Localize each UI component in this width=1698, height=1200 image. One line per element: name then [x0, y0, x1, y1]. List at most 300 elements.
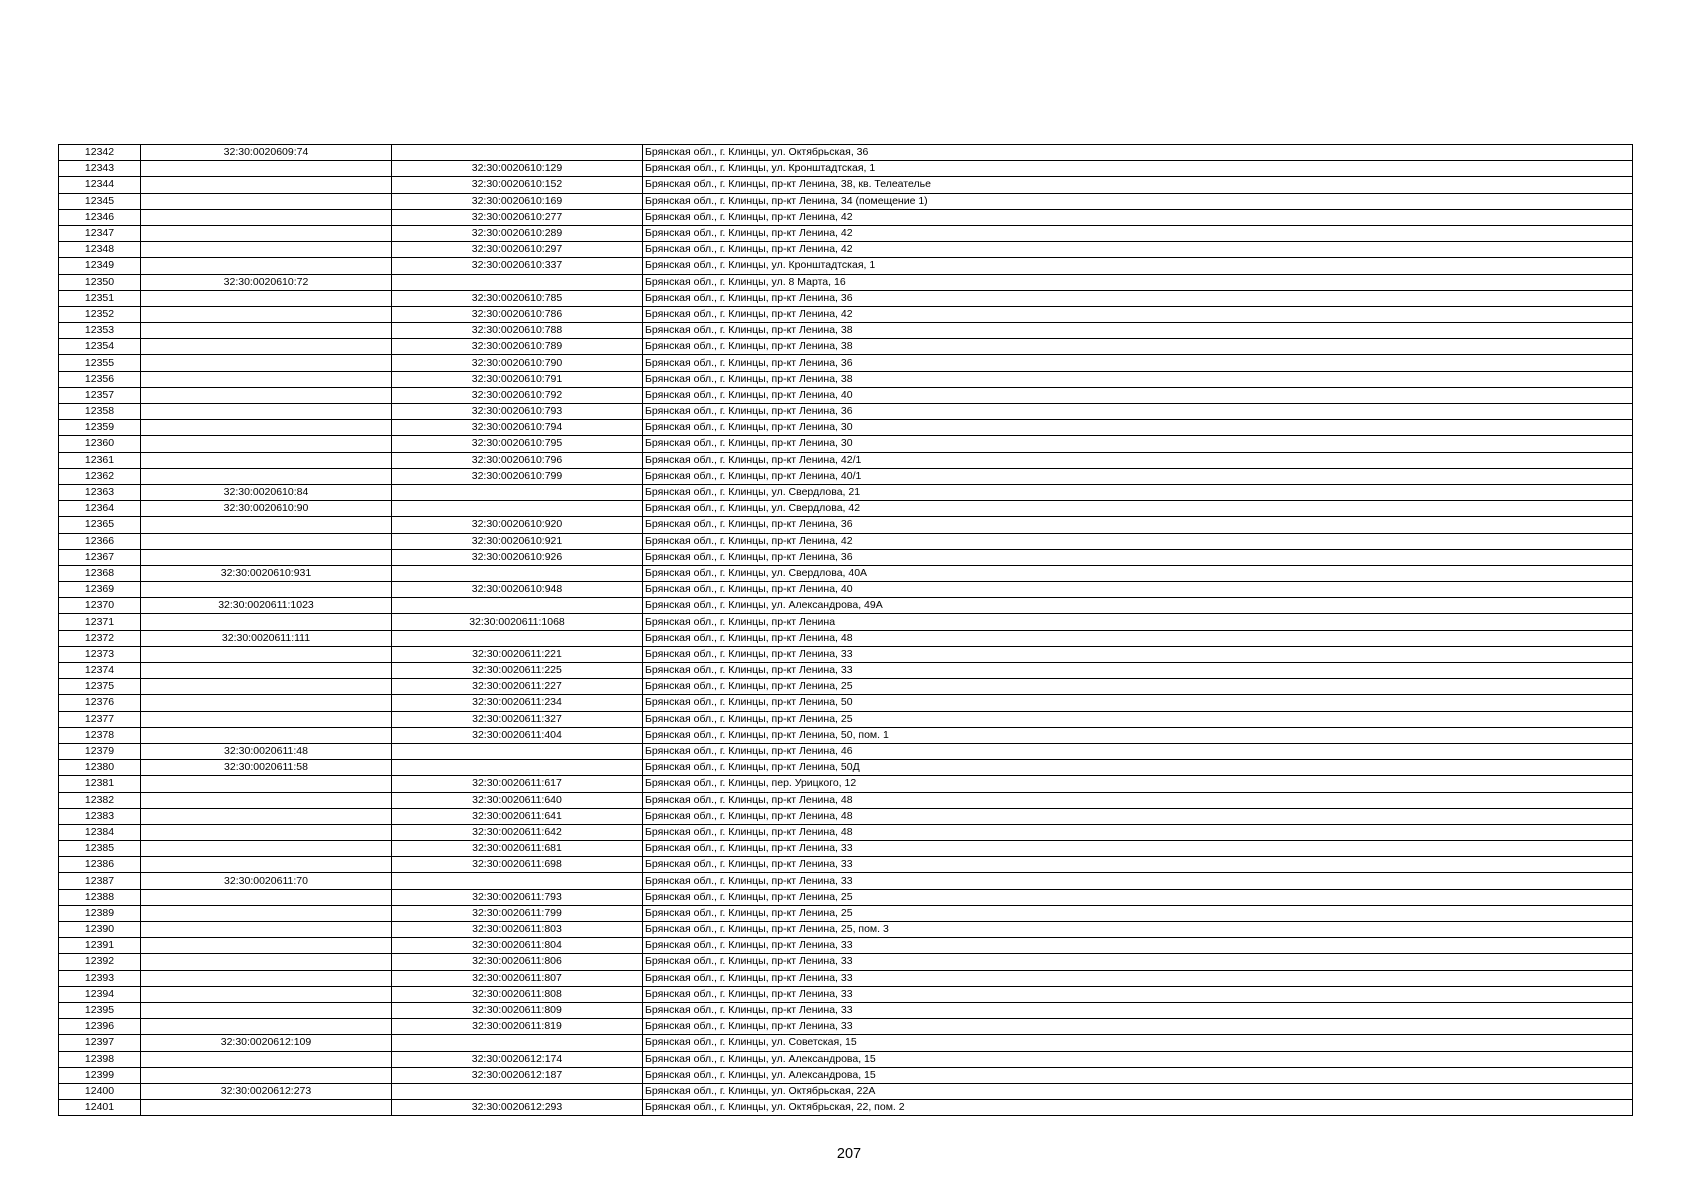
address-cell: Брянская обл., г. Клинцы, пр-кт Ленина, 48 — [643, 630, 1633, 646]
table-row — [59, 258, 1633, 274]
address-cell: Брянская обл., г. Клинцы, ул. Советская, 15 — [643, 1035, 1633, 1051]
building-cadastral-number-cell: 32:30:0020610:786 — [392, 306, 643, 322]
building-cadastral-number-cell — [392, 760, 643, 776]
address-cell: Брянская обл., г. Клинцы, пр-кт Ленина, 34 (помещение 1) — [643, 193, 1633, 209]
land-cadastral-number-cell — [141, 727, 392, 743]
address-cell: Брянская обл., г. Клинцы, пр-кт Ленина, 33 — [643, 1019, 1633, 1035]
building-cadastral-number-cell: 32:30:0020610:337 — [392, 258, 643, 274]
address-cell: Брянская обл., г. Клинцы, пр-кт Ленина, 33 — [643, 841, 1633, 857]
table-row — [59, 452, 1633, 468]
table-row — [59, 938, 1633, 954]
table-row — [59, 501, 1633, 517]
table-row — [59, 792, 1633, 808]
building-cadastral-number-cell: 32:30:0020610:129 — [392, 161, 643, 177]
land-cadastral-number-cell: 32:30:0020611:1023 — [141, 598, 392, 614]
building-cadastral-number-cell: 32:30:0020611:804 — [392, 938, 643, 954]
address-cell: Брянская обл., г. Клинцы, пр-кт Ленина, 25, пом. 3 — [643, 922, 1633, 938]
row-number-cell: 12360 — [59, 436, 141, 452]
address-cell: Брянская обл., г. Клинцы, пер. Урицкого, 12 — [643, 776, 1633, 792]
row-number-cell: 12380 — [59, 760, 141, 776]
land-cadastral-number-cell — [141, 323, 392, 339]
address-cell: Брянская обл., г. Клинцы, пр-кт Ленина, 46 — [643, 743, 1633, 759]
building-cadastral-number-cell: 32:30:0020610:297 — [392, 242, 643, 258]
table-row — [59, 1083, 1633, 1099]
table-row — [59, 549, 1633, 565]
land-cadastral-number-cell — [141, 663, 392, 679]
building-cadastral-number-cell: 32:30:0020610:795 — [392, 436, 643, 452]
land-cadastral-number-cell: 32:30:0020611:58 — [141, 760, 392, 776]
building-cadastral-number-cell: 32:30:0020610:152 — [392, 177, 643, 193]
table-row — [59, 760, 1633, 776]
address-cell: Брянская обл., г. Клинцы, ул. Свердлова, 40А — [643, 565, 1633, 581]
table-row — [59, 193, 1633, 209]
table-row — [59, 889, 1633, 905]
land-cadastral-number-cell — [141, 355, 392, 371]
building-cadastral-number-cell: 32:30:0020610:799 — [392, 468, 643, 484]
building-cadastral-number-cell: 32:30:0020611:640 — [392, 792, 643, 808]
building-cadastral-number-cell: 32:30:0020611:799 — [392, 905, 643, 921]
row-number-cell: 12362 — [59, 468, 141, 484]
table-row — [59, 743, 1633, 759]
address-cell: Брянская обл., г. Клинцы, пр-кт Ленина, 38 — [643, 323, 1633, 339]
land-cadastral-number-cell — [141, 161, 392, 177]
address-cell: Брянская обл., г. Клинцы, пр-кт Ленина, 36 — [643, 355, 1633, 371]
address-cell: Брянская обл., г. Клинцы, пр-кт Ленина, 40 — [643, 387, 1633, 403]
land-cadastral-number-cell: 32:30:0020610:90 — [141, 501, 392, 517]
row-number-cell: 12399 — [59, 1067, 141, 1083]
table-row — [59, 727, 1633, 743]
row-number-cell: 12356 — [59, 371, 141, 387]
table-row — [59, 468, 1633, 484]
building-cadastral-number-cell: 32:30:0020611:698 — [392, 857, 643, 873]
address-cell: Брянская обл., г. Клинцы, ул. Александрова, 15 — [643, 1067, 1633, 1083]
address-cell: Брянская обл., г. Клинцы, пр-кт Ленина, 36 — [643, 290, 1633, 306]
row-number-cell: 12372 — [59, 630, 141, 646]
land-cadastral-number-cell — [141, 970, 392, 986]
land-cadastral-number-cell — [141, 177, 392, 193]
building-cadastral-number-cell: 32:30:0020610:921 — [392, 533, 643, 549]
row-number-cell: 12385 — [59, 841, 141, 857]
table-row — [59, 824, 1633, 840]
row-number-cell: 12367 — [59, 549, 141, 565]
table-row — [59, 177, 1633, 193]
table-row — [59, 873, 1633, 889]
address-cell: Брянская обл., г. Клинцы, пр-кт Ленина, 33 — [643, 1002, 1633, 1018]
address-cell: Брянская обл., г. Клинцы, пр-кт Ленина, 42 — [643, 306, 1633, 322]
building-cadastral-number-cell: 32:30:0020610:796 — [392, 452, 643, 468]
building-cadastral-number-cell: 32:30:0020610:792 — [392, 387, 643, 403]
land-cadastral-number-cell — [141, 857, 392, 873]
land-cadastral-number-cell — [141, 517, 392, 533]
building-cadastral-number-cell: 32:30:0020610:785 — [392, 290, 643, 306]
row-number-cell: 12388 — [59, 889, 141, 905]
land-cadastral-number-cell — [141, 258, 392, 274]
building-cadastral-number-cell: 32:30:0020611:793 — [392, 889, 643, 905]
building-cadastral-number-cell — [392, 598, 643, 614]
land-cadastral-number-cell — [141, 646, 392, 662]
row-number-cell: 12370 — [59, 598, 141, 614]
building-cadastral-number-cell — [392, 484, 643, 500]
land-cadastral-number-cell — [141, 339, 392, 355]
building-cadastral-number-cell: 32:30:0020611:803 — [392, 922, 643, 938]
table-row — [59, 484, 1633, 500]
building-cadastral-number-cell: 32:30:0020610:169 — [392, 193, 643, 209]
row-number-cell: 12383 — [59, 808, 141, 824]
table-row — [59, 242, 1633, 258]
land-cadastral-number-cell — [141, 420, 392, 436]
building-cadastral-number-cell — [392, 630, 643, 646]
row-number-cell: 12353 — [59, 323, 141, 339]
address-cell: Брянская обл., г. Клинцы, пр-кт Ленина, 36 — [643, 517, 1633, 533]
table-row — [59, 436, 1633, 452]
land-cadastral-number-cell — [141, 776, 392, 792]
land-cadastral-number-cell — [141, 695, 392, 711]
address-cell: Брянская обл., г. Клинцы, ул. Кронштадтская, 1 — [643, 258, 1633, 274]
building-cadastral-number-cell: 32:30:0020611:681 — [392, 841, 643, 857]
land-cadastral-number-cell: 32:30:0020610:72 — [141, 274, 392, 290]
building-cadastral-number-cell: 32:30:0020610:788 — [392, 323, 643, 339]
row-number-cell: 12346 — [59, 209, 141, 225]
building-cadastral-number-cell: 32:30:0020610:789 — [392, 339, 643, 355]
land-cadastral-number-cell — [141, 711, 392, 727]
row-number-cell: 12400 — [59, 1083, 141, 1099]
table-body — [59, 145, 1633, 1116]
land-cadastral-number-cell — [141, 824, 392, 840]
building-cadastral-number-cell: 32:30:0020611:225 — [392, 663, 643, 679]
land-cadastral-number-cell: 32:30:0020611:111 — [141, 630, 392, 646]
land-cadastral-number-cell — [141, 938, 392, 954]
table-row — [59, 339, 1633, 355]
address-cell: Брянская обл., г. Клинцы, пр-кт Ленина, 48 — [643, 792, 1633, 808]
building-cadastral-number-cell: 32:30:0020611:809 — [392, 1002, 643, 1018]
address-cell: Брянская обл., г. Клинцы, пр-кт Ленина, 25 — [643, 679, 1633, 695]
address-cell: Брянская обл., г. Клинцы, пр-кт Ленина, 40 — [643, 582, 1633, 598]
table-row — [59, 371, 1633, 387]
row-number-cell: 12359 — [59, 420, 141, 436]
table-row — [59, 533, 1633, 549]
table-row — [59, 1100, 1633, 1116]
land-cadastral-number-cell — [141, 387, 392, 403]
table-row — [59, 646, 1633, 662]
table-row — [59, 1002, 1633, 1018]
land-cadastral-number-cell — [141, 792, 392, 808]
land-cadastral-number-cell — [141, 905, 392, 921]
address-cell: Брянская обл., г. Клинцы, ул. Октябрьская, 22, пом. 2 — [643, 1100, 1633, 1116]
building-cadastral-number-cell: 32:30:0020611:819 — [392, 1019, 643, 1035]
row-number-cell: 12357 — [59, 387, 141, 403]
land-cadastral-number-cell — [141, 614, 392, 630]
row-number-cell: 12369 — [59, 582, 141, 598]
building-cadastral-number-cell — [392, 274, 643, 290]
address-cell: Брянская обл., г. Клинцы, ул. Октябрьская, 36 — [643, 145, 1633, 161]
table-row — [59, 808, 1633, 824]
building-cadastral-number-cell: 32:30:0020610:926 — [392, 549, 643, 565]
building-cadastral-number-cell: 32:30:0020610:790 — [392, 355, 643, 371]
table-row — [59, 614, 1633, 630]
address-cell: Брянская обл., г. Клинцы, пр-кт Ленина, 40/1 — [643, 468, 1633, 484]
address-cell: Брянская обл., г. Клинцы, пр-кт Ленина, 48 — [643, 824, 1633, 840]
land-cadastral-number-cell — [141, 582, 392, 598]
row-number-cell: 12382 — [59, 792, 141, 808]
row-number-cell: 12348 — [59, 242, 141, 258]
table-row — [59, 905, 1633, 921]
building-cadastral-number-cell: 32:30:0020612:293 — [392, 1100, 643, 1116]
table-row — [59, 776, 1633, 792]
building-cadastral-number-cell: 32:30:0020611:234 — [392, 695, 643, 711]
building-cadastral-number-cell: 32:30:0020611:641 — [392, 808, 643, 824]
land-cadastral-number-cell — [141, 306, 392, 322]
table-row — [59, 857, 1633, 873]
row-number-cell: 12355 — [59, 355, 141, 371]
address-cell: Брянская обл., г. Клинцы, пр-кт Ленина, 36 — [643, 549, 1633, 565]
building-cadastral-number-cell: 32:30:0020611:642 — [392, 824, 643, 840]
address-cell: Брянская обл., г. Клинцы, пр-кт Ленина, 38 — [643, 371, 1633, 387]
building-cadastral-number-cell: 32:30:0020610:920 — [392, 517, 643, 533]
table-row — [59, 355, 1633, 371]
row-number-cell: 12351 — [59, 290, 141, 306]
address-cell: Брянская обл., г. Клинцы, пр-кт Ленина, 50Д — [643, 760, 1633, 776]
table-row — [59, 145, 1633, 161]
row-number-cell: 12366 — [59, 533, 141, 549]
land-cadastral-number-cell — [141, 371, 392, 387]
address-cell: Брянская обл., г. Клинцы, пр-кт Ленина, 48 — [643, 808, 1633, 824]
row-number-cell: 12344 — [59, 177, 141, 193]
table-row — [59, 161, 1633, 177]
building-cadastral-number-cell — [392, 145, 643, 161]
land-cadastral-number-cell — [141, 1067, 392, 1083]
building-cadastral-number-cell: 32:30:0020610:794 — [392, 420, 643, 436]
row-number-cell: 12394 — [59, 986, 141, 1002]
land-cadastral-number-cell — [141, 452, 392, 468]
row-number-cell: 12381 — [59, 776, 141, 792]
row-number-cell: 12349 — [59, 258, 141, 274]
building-cadastral-number-cell: 32:30:0020611:404 — [392, 727, 643, 743]
land-cadastral-number-cell — [141, 1002, 392, 1018]
building-cadastral-number-cell: 32:30:0020611:808 — [392, 986, 643, 1002]
building-cadastral-number-cell — [392, 501, 643, 517]
land-cadastral-number-cell — [141, 808, 392, 824]
land-cadastral-number-cell: 32:30:0020611:70 — [141, 873, 392, 889]
row-number-cell: 12375 — [59, 679, 141, 695]
row-number-cell: 12378 — [59, 727, 141, 743]
land-cadastral-number-cell: 32:30:0020610:931 — [141, 565, 392, 581]
address-cell: Брянская обл., г. Клинцы, пр-кт Ленина, 38, кв. Телеателье — [643, 177, 1633, 193]
address-cell: Брянская обл., г. Клинцы, пр-кт Ленина, 25 — [643, 711, 1633, 727]
address-cell: Брянская обл., г. Клинцы, пр-кт Ленина, 33 — [643, 646, 1633, 662]
row-number-cell: 12376 — [59, 695, 141, 711]
land-cadastral-number-cell: 32:30:0020609:74 — [141, 145, 392, 161]
address-cell: Брянская обл., г. Клинцы, пр-кт Ленина, 42 — [643, 225, 1633, 241]
row-number-cell: 12358 — [59, 404, 141, 420]
address-cell: Брянская обл., г. Клинцы, пр-кт Ленина, 30 — [643, 420, 1633, 436]
building-cadastral-number-cell: 32:30:0020611:807 — [392, 970, 643, 986]
row-number-cell: 12379 — [59, 743, 141, 759]
row-number-cell: 12401 — [59, 1100, 141, 1116]
address-cell: Брянская обл., г. Клинцы, ул. Свердлова, 42 — [643, 501, 1633, 517]
row-number-cell: 12373 — [59, 646, 141, 662]
address-cell: Брянская обл., г. Клинцы, ул. Свердлова, 21 — [643, 484, 1633, 500]
row-number-cell: 12343 — [59, 161, 141, 177]
table-row — [59, 306, 1633, 322]
row-number-cell: 12352 — [59, 306, 141, 322]
address-cell: Брянская обл., г. Клинцы, пр-кт Ленина, 42/1 — [643, 452, 1633, 468]
address-cell: Брянская обл., г. Клинцы, пр-кт Ленина, 25 — [643, 905, 1633, 921]
table-row — [59, 841, 1633, 857]
address-cell: Брянская обл., г. Клинцы, пр-кт Ленина, 33 — [643, 663, 1633, 679]
row-number-cell: 12342 — [59, 145, 141, 161]
row-number-cell: 12361 — [59, 452, 141, 468]
row-number-cell: 12389 — [59, 905, 141, 921]
table-row — [59, 290, 1633, 306]
table-row — [59, 274, 1633, 290]
building-cadastral-number-cell — [392, 1083, 643, 1099]
table-row — [59, 1067, 1633, 1083]
address-cell: Брянская обл., г. Клинцы, ул. Кронштадтская, 1 — [643, 161, 1633, 177]
table-row — [59, 517, 1633, 533]
row-number-cell: 12350 — [59, 274, 141, 290]
land-cadastral-number-cell — [141, 436, 392, 452]
address-cell: Брянская обл., г. Клинцы, пр-кт Ленина — [643, 614, 1633, 630]
land-cadastral-number-cell — [141, 1100, 392, 1116]
property-table — [58, 144, 1633, 1116]
row-number-cell: 12347 — [59, 225, 141, 241]
address-cell: Брянская обл., г. Клинцы, пр-кт Ленина, 30 — [643, 436, 1633, 452]
table-row — [59, 1035, 1633, 1051]
row-number-cell: 12386 — [59, 857, 141, 873]
table-row — [59, 970, 1633, 986]
building-cadastral-number-cell — [392, 565, 643, 581]
table-row — [59, 986, 1633, 1002]
row-number-cell: 12398 — [59, 1051, 141, 1067]
table-row — [59, 420, 1633, 436]
land-cadastral-number-cell — [141, 922, 392, 938]
address-cell: Брянская обл., г. Клинцы, пр-кт Ленина, 33 — [643, 857, 1633, 873]
table-row — [59, 598, 1633, 614]
land-cadastral-number-cell — [141, 986, 392, 1002]
building-cadastral-number-cell: 32:30:0020610:277 — [392, 209, 643, 225]
row-number-cell: 12392 — [59, 954, 141, 970]
land-cadastral-number-cell — [141, 404, 392, 420]
building-cadastral-number-cell — [392, 873, 643, 889]
address-cell: Брянская обл., г. Клинцы, пр-кт Ленина, 33 — [643, 873, 1633, 889]
row-number-cell: 12368 — [59, 565, 141, 581]
building-cadastral-number-cell — [392, 1035, 643, 1051]
land-cadastral-number-cell — [141, 209, 392, 225]
row-number-cell: 12364 — [59, 501, 141, 517]
row-number-cell: 12384 — [59, 824, 141, 840]
row-number-cell: 12363 — [59, 484, 141, 500]
building-cadastral-number-cell: 32:30:0020611:617 — [392, 776, 643, 792]
address-cell: Брянская обл., г. Клинцы, пр-кт Ленина, 36 — [643, 404, 1633, 420]
table-row — [59, 225, 1633, 241]
land-cadastral-number-cell — [141, 954, 392, 970]
land-cadastral-number-cell: 32:30:0020612:273 — [141, 1083, 392, 1099]
table-row — [59, 679, 1633, 695]
address-cell: Брянская обл., г. Клинцы, ул. 8 Марта, 16 — [643, 274, 1633, 290]
row-number-cell: 12390 — [59, 922, 141, 938]
land-cadastral-number-cell — [141, 549, 392, 565]
row-number-cell: 12345 — [59, 193, 141, 209]
land-cadastral-number-cell — [141, 533, 392, 549]
land-cadastral-number-cell: 32:30:0020611:48 — [141, 743, 392, 759]
land-cadastral-number-cell — [141, 679, 392, 695]
table-row — [59, 404, 1633, 420]
row-number-cell: 12397 — [59, 1035, 141, 1051]
table-row — [59, 954, 1633, 970]
building-cadastral-number-cell: 32:30:0020612:174 — [392, 1051, 643, 1067]
row-number-cell: 12393 — [59, 970, 141, 986]
address-cell: Брянская обл., г. Клинцы, пр-кт Ленина, 25 — [643, 889, 1633, 905]
row-number-cell: 12374 — [59, 663, 141, 679]
building-cadastral-number-cell: 32:30:0020611:327 — [392, 711, 643, 727]
table-row — [59, 630, 1633, 646]
building-cadastral-number-cell: 32:30:0020612:187 — [392, 1067, 643, 1083]
address-cell: Брянская обл., г. Клинцы, пр-кт Ленина, 50 — [643, 695, 1633, 711]
row-number-cell: 12377 — [59, 711, 141, 727]
table-row — [59, 323, 1633, 339]
table-row — [59, 695, 1633, 711]
table-row — [59, 922, 1633, 938]
table-row — [59, 209, 1633, 225]
land-cadastral-number-cell — [141, 225, 392, 241]
address-cell: Брянская обл., г. Клинцы, пр-кт Ленина, 33 — [643, 954, 1633, 970]
row-number-cell: 12354 — [59, 339, 141, 355]
land-cadastral-number-cell: 32:30:0020612:109 — [141, 1035, 392, 1051]
address-cell: Брянская обл., г. Клинцы, пр-кт Ленина, 38 — [643, 339, 1633, 355]
building-cadastral-number-cell: 32:30:0020610:948 — [392, 582, 643, 598]
table-row — [59, 1019, 1633, 1035]
row-number-cell: 12395 — [59, 1002, 141, 1018]
land-cadastral-number-cell — [141, 841, 392, 857]
row-number-cell: 12365 — [59, 517, 141, 533]
land-cadastral-number-cell — [141, 468, 392, 484]
address-cell: Брянская обл., г. Клинцы, пр-кт Ленина, 42 — [643, 209, 1633, 225]
page-number: 207 — [836, 1146, 862, 1162]
address-cell: Брянская обл., г. Клинцы, пр-кт Ленина, 42 — [643, 242, 1633, 258]
land-cadastral-number-cell — [141, 889, 392, 905]
address-cell: Брянская обл., г. Клинцы, ул. Александрова, 49А — [643, 598, 1633, 614]
land-cadastral-number-cell — [141, 1019, 392, 1035]
building-cadastral-number-cell: 32:30:0020611:221 — [392, 646, 643, 662]
land-cadastral-number-cell — [141, 193, 392, 209]
land-cadastral-number-cell — [141, 242, 392, 258]
building-cadastral-number-cell: 32:30:0020611:1068 — [392, 614, 643, 630]
building-cadastral-number-cell: 32:30:0020610:289 — [392, 225, 643, 241]
address-cell: Брянская обл., г. Клинцы, пр-кт Ленина, 50, пом. 1 — [643, 727, 1633, 743]
table-row — [59, 565, 1633, 581]
row-number-cell: 12371 — [59, 614, 141, 630]
table-row — [59, 1051, 1633, 1067]
address-cell: Брянская обл., г. Клинцы, пр-кт Ленина, 33 — [643, 970, 1633, 986]
building-cadastral-number-cell: 32:30:0020610:793 — [392, 404, 643, 420]
address-cell: Брянская обл., г. Клинцы, ул. Александрова, 15 — [643, 1051, 1633, 1067]
row-number-cell: 12391 — [59, 938, 141, 954]
table-row — [59, 387, 1633, 403]
row-number-cell: 12387 — [59, 873, 141, 889]
building-cadastral-number-cell: 32:30:0020610:791 — [392, 371, 643, 387]
address-cell: Брянская обл., г. Клинцы, пр-кт Ленина, 33 — [643, 938, 1633, 954]
land-cadastral-number-cell — [141, 1051, 392, 1067]
building-cadastral-number-cell: 32:30:0020611:806 — [392, 954, 643, 970]
building-cadastral-number-cell — [392, 743, 643, 759]
row-number-cell: 12396 — [59, 1019, 141, 1035]
land-cadastral-number-cell — [141, 290, 392, 306]
land-cadastral-number-cell: 32:30:0020610:84 — [141, 484, 392, 500]
building-cadastral-number-cell: 32:30:0020611:227 — [392, 679, 643, 695]
table-row — [59, 663, 1633, 679]
address-cell: Брянская обл., г. Клинцы, ул. Октябрьская, 22А — [643, 1083, 1633, 1099]
address-cell: Брянская обл., г. Клинцы, пр-кт Ленина, 42 — [643, 533, 1633, 549]
